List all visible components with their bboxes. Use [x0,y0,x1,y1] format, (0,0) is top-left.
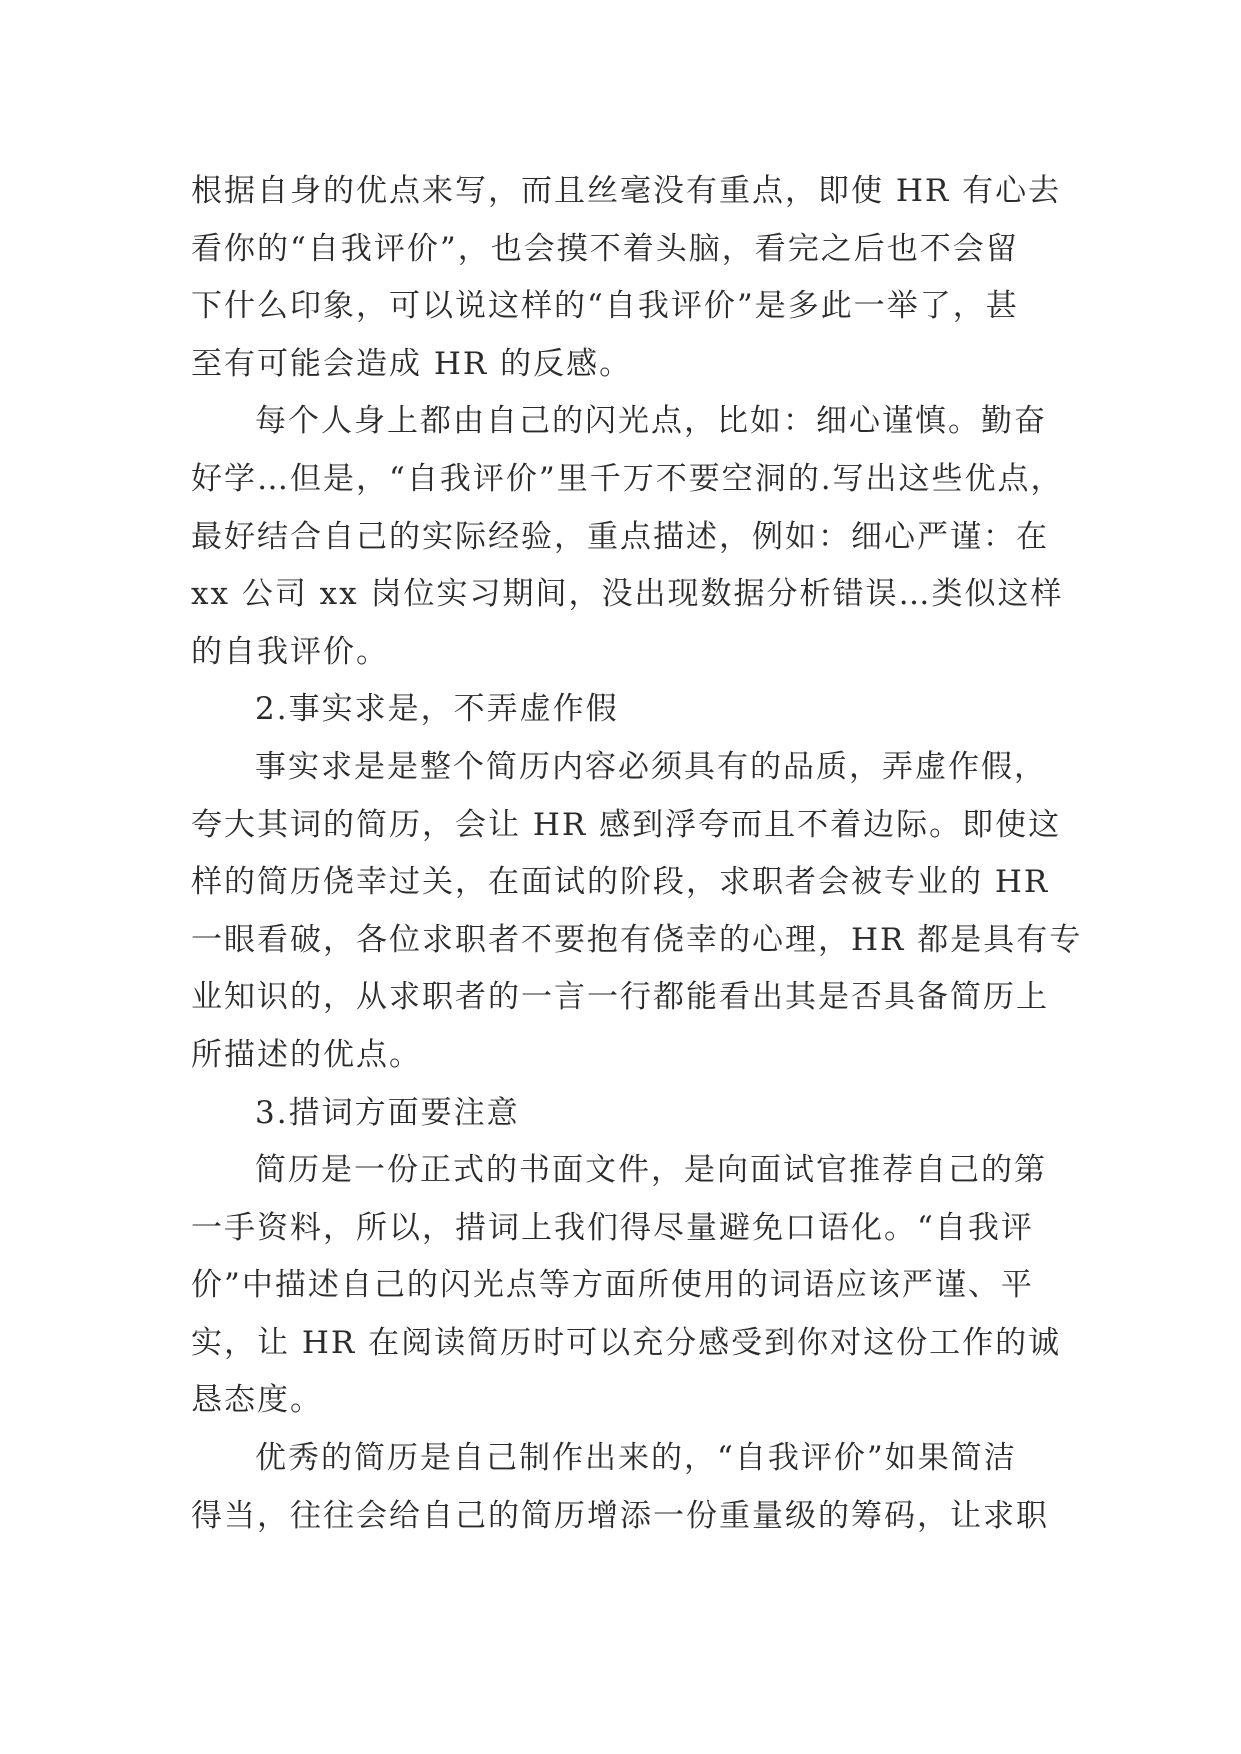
text-line: 2.事实求是，不弄虚作假 [255,691,619,728]
text-line: 业知识的，从求职者的一言一行都能看出其是否具备简历上 [191,979,1049,1016]
text-line: 所描述的优点。 [191,1036,422,1073]
text-line: 事实求是是整个简历内容必须具有的品质，弄虚作假， [255,748,1047,785]
text-line: 价”中描述自己的闪光点等方面所使用的词语应该严谨、平 [191,1267,1034,1304]
text-line: 优秀的简历是自己制作出来的，“自我评价”如果简洁 [255,1440,1017,1477]
text-line: 好学…但是，“自我评价”里千万不要空洞的.写出这些优点， [191,460,1064,497]
text-line: 根据自身的优点来写，而且丝毫没有重点，即使 HR 有心去 [191,173,1062,209]
text-line: 夸大其词的简历，会让 HR 感到浮夸而且不着边际。即使这 [191,806,1062,843]
text-line: 简历是一份正式的书面文件，是向面试官推荐自己的第 [255,1152,1047,1189]
text-line: 每个人身上都由自己的闪光点，比如：细心谨慎。勤奋 [255,403,1047,440]
text-line: 下什么印象，可以说这样的“自我评价”是多此一举了，甚 [191,288,1019,325]
text-line: xx 公司 xx 岗位实习期间，没出现数据分析错误…类似这样 [191,576,1064,613]
text-line: 一眼看破，各位求职者不要抱有侥幸的心理，HR 都是具有专 [191,921,1083,958]
text-line: 得当，往往会给自己的简历增添一份重量级的筹码，让求职 [191,1497,1049,1534]
text-line: 看你的“自我评价”，也会摸不着头脑，看完之后也不会留 [191,230,1019,267]
text-line: 的自我评价。 [191,633,389,670]
text-line: 至有可能会造成 HR 的反感。 [191,345,633,382]
text-line: 最好结合自己的实际经验，重点描述，例如：细心严谨：在 [191,518,1049,555]
text-line: 3.措词方面要注意 [255,1094,520,1131]
text-line: 恳态度。 [191,1382,323,1419]
document-body [191,163,1083,1545]
text-line: 实，让 HR 在阅读简历时可以充分感受到你对这份工作的诚 [191,1324,1062,1361]
text-line: 一手资料，所以，措词上我们得尽量避免口语化。“自我评 [191,1209,1034,1246]
text-line: 样的简历侥幸过关，在面试的阶段，求职者会被专业的 HR [191,864,1050,901]
